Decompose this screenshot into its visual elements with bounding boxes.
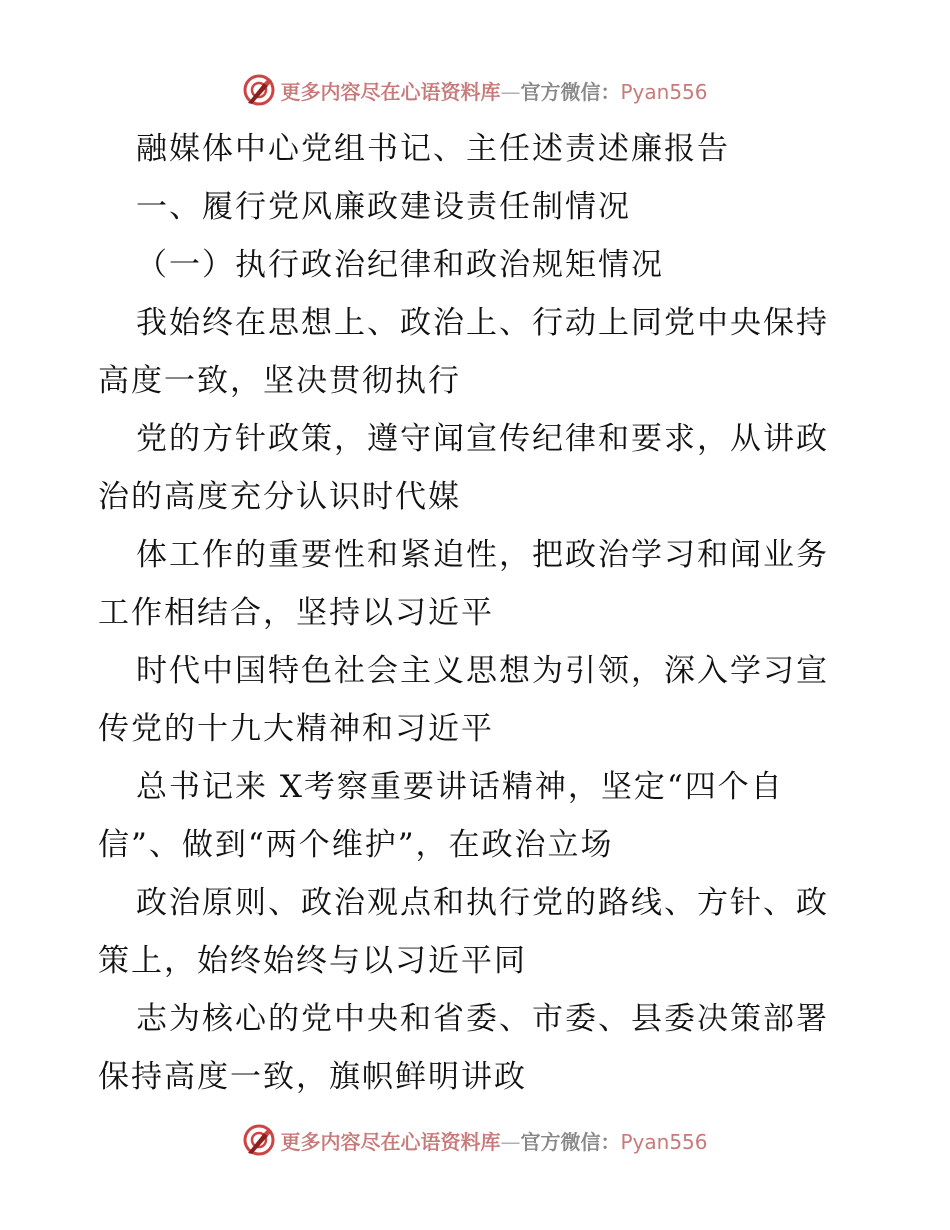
- pen-logo-icon: [242, 73, 276, 107]
- watermark-id: Pyan556: [620, 79, 708, 104]
- watermark-main-text: 更多内容尽在心语资料库: [280, 79, 501, 104]
- document-title: 融媒体中心党组书记、主任述责述廉报告: [136, 131, 730, 167]
- header-watermark: [0, 70, 950, 110]
- watermark-dash: —: [500, 79, 521, 104]
- text-line: 信”、做到“两个维护”，在政治立场: [98, 827, 614, 863]
- text-line: 工作相结合，坚持以习近平: [98, 595, 494, 631]
- subsection-heading: （一）执行政治纪律和政治规矩情况: [136, 247, 664, 283]
- text-line: 高度一致，坚决贯彻执行: [98, 363, 461, 399]
- text-line: 治的高度充分认识时代媒: [98, 479, 461, 515]
- text-line: 总书记来 X考察重要讲话精神，坚定“四个自: [136, 769, 784, 805]
- watermark-id: Pyan556: [620, 1129, 708, 1154]
- watermark-side-text: 官方微信：: [520, 1129, 621, 1154]
- text-line: 我始终在思想上、政治上、行动上同党中央保持: [136, 305, 829, 341]
- text-line: 策上，始终始终与以习近平同: [98, 943, 527, 979]
- text-line: 体工作的重要性和紧迫性，把政治学习和闻业务: [136, 537, 829, 573]
- footer-watermark: [0, 1120, 950, 1160]
- text-line: 政治原则、政治观点和执行党的路线、方针、政: [136, 885, 829, 921]
- text-line: 传党的十九大精神和习近平: [98, 711, 494, 747]
- watermark-dash: —: [500, 1129, 521, 1154]
- watermark-main-text: 更多内容尽在心语资料库: [280, 1129, 501, 1154]
- text-line: 党的方针政策，遵守闻宣传纪律和要求，从讲政: [136, 421, 829, 457]
- pen-logo-icon: [242, 1123, 276, 1157]
- section-heading: 一、履行党风廉政建设责任制情况: [136, 189, 631, 225]
- text-line: 时代中国特色社会主义思想为引领，深入学习宣: [136, 653, 829, 689]
- text-line: 志为核心的党中央和省委、市委、县委决策部署: [136, 1001, 829, 1037]
- watermark-side-text: 官方微信：: [520, 79, 621, 104]
- document-body: [98, 120, 858, 1106]
- text-line: 保持高度一致，旗帜鲜明讲政: [98, 1059, 527, 1095]
